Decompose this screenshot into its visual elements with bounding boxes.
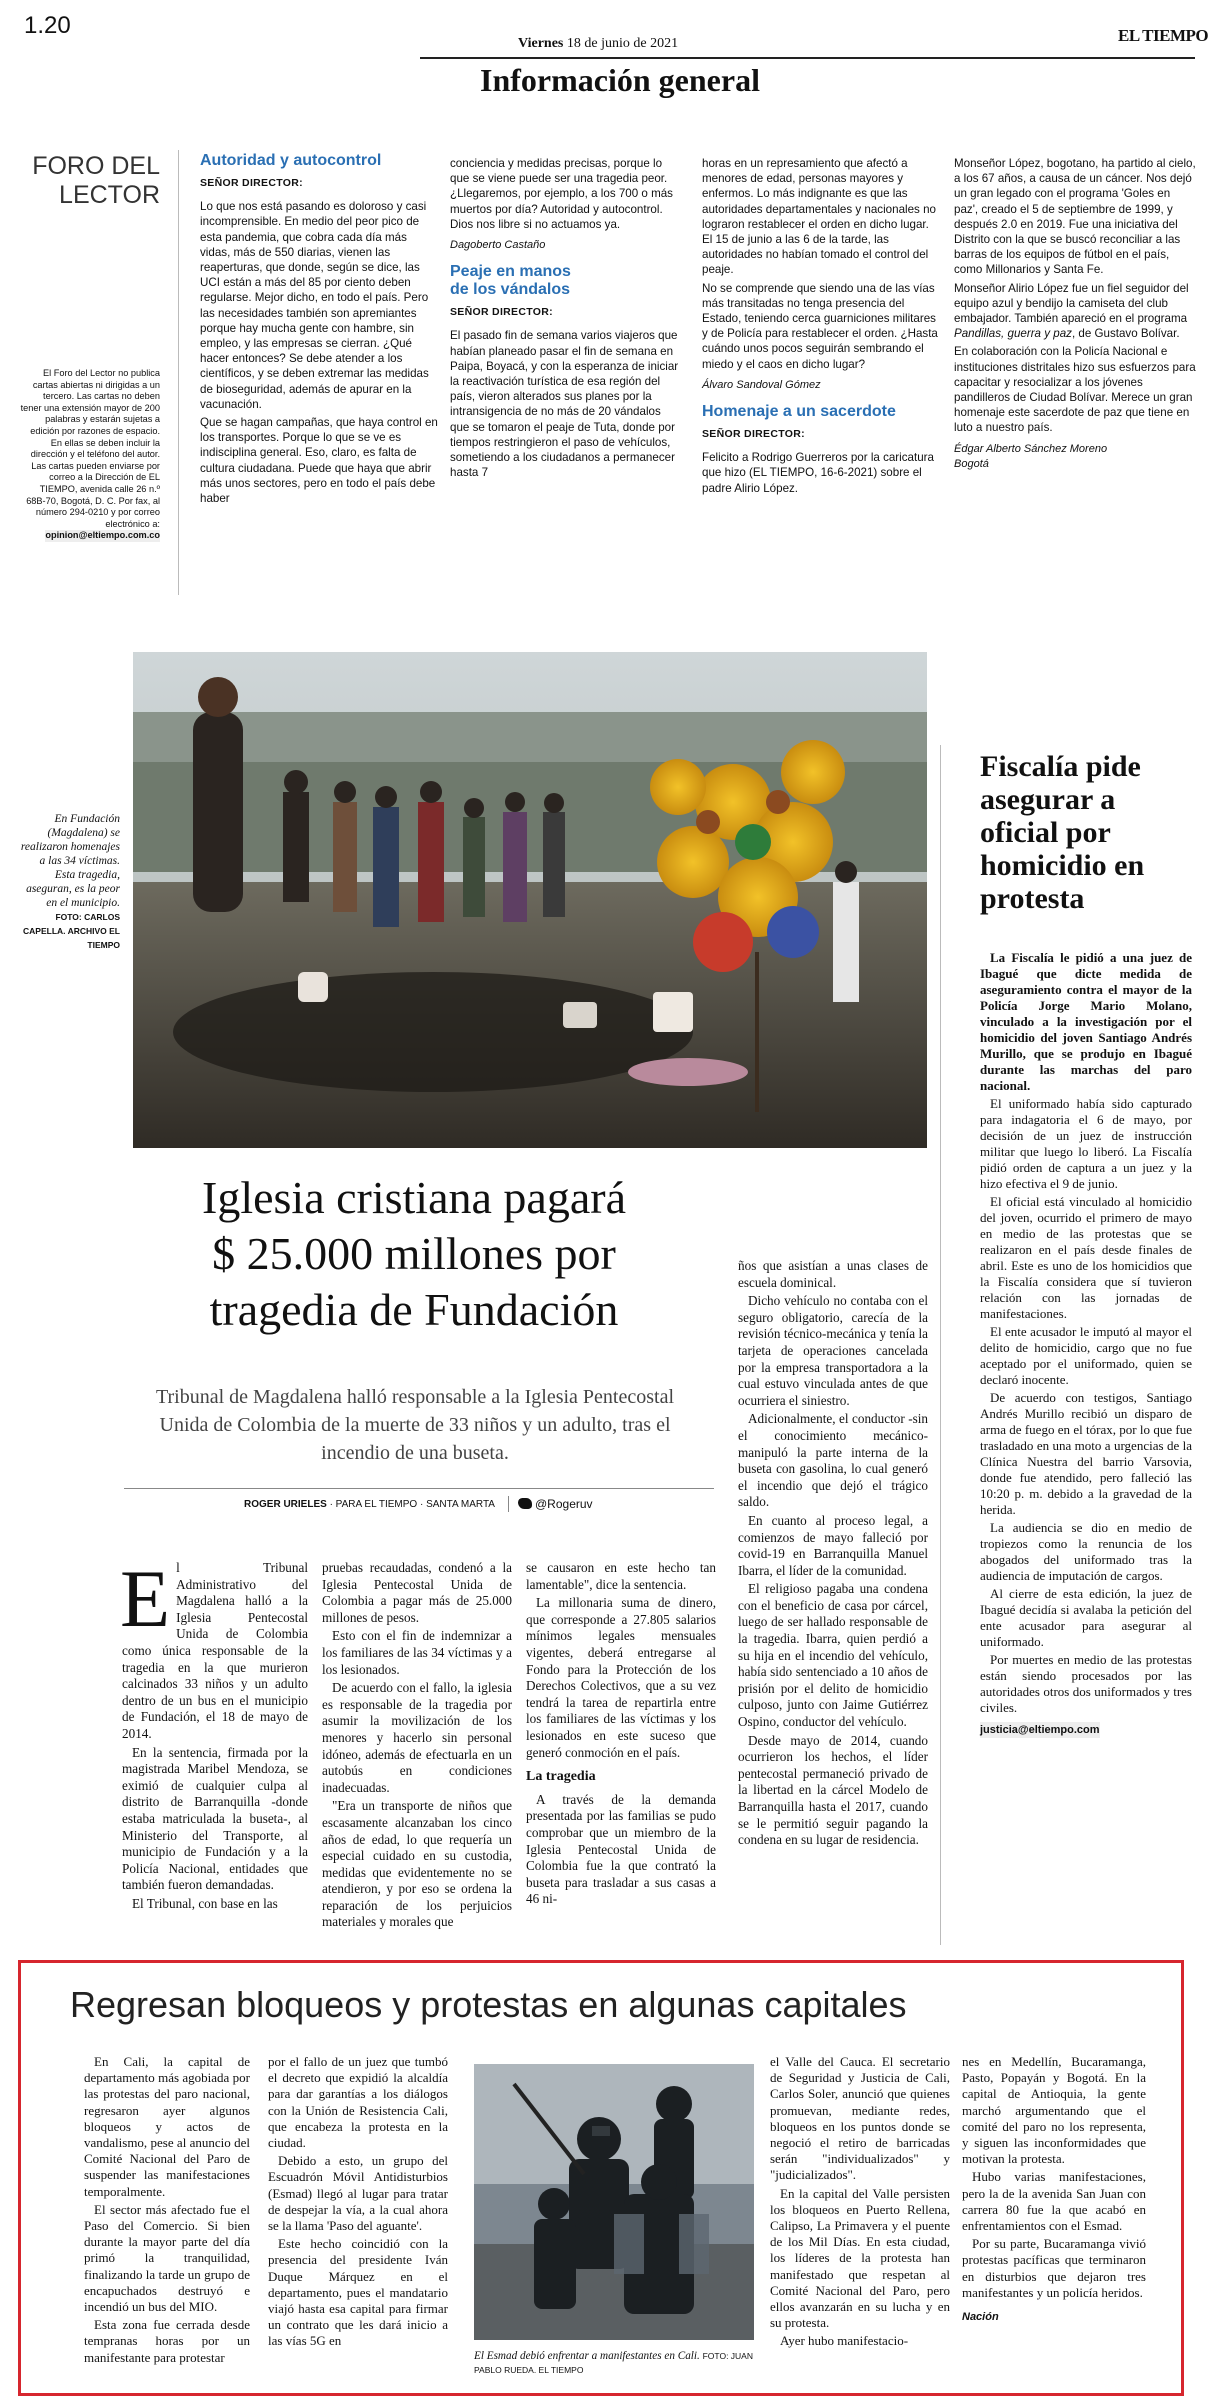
article-paragraph: Esta zona fue cerrada desde tempranas horas por un manifestante para protestar: [84, 2317, 250, 2365]
letter-heading: [450, 263, 682, 299]
box-column-3: [770, 2054, 950, 2352]
protest-photo-image: [474, 2064, 754, 2340]
foro-info: [20, 368, 160, 542]
foro-email[interactable]: opinion@eltiempo.com.co: [45, 530, 160, 541]
letter-paragraph: No se comprende que siendo una de las vías más transitadas no tenga presencia del Estado, teniendo cerca guarniciones militares y de Policía para restablecer el orden. ¿Hasta cuándo unos pocos seguirán sembrando el miedo y el caos en dicho lugar?: [702, 281, 938, 371]
foro-info-text: El Foro del Lector no publica cartas abiertas ni dirigidas a un tercero. Las cartas no deben tener una extensión mayor de 200 palabras y estarán sujetas a edición por razones de espacio. En ellas se deben incluir la dirección y el teléfono del autor. Las cartas pueden enviarse por correo a la Dirección de EL TIEMPO, avenida calle 26 n.º 68B-70, Bogotá, D. C. Por fax, al número 294-0210 y por correo electrónico a:: [20, 368, 160, 529]
article-paragraph: "Era un transporte de niños que escasamente alcanzaban los cinco años de edad, lo que requería un especial cuidado en su custodia, medidas que evidentemente no se atendieron, y por eso se ordena la reparación de los perjuicios materiales y morales que: [322, 1798, 512, 1930]
box-column-4: [962, 2054, 1146, 2325]
letter-heading: Homenaje a un sacerdote: [702, 403, 896, 421]
article-subhead: La tragedia: [526, 1769, 596, 1785]
letter-text: Monseñor Alirio López fue un fiel seguidor del equipo azul y bendijo la camiseta del club embajador. También apareció en el programa: [954, 281, 1189, 326]
letter-heading-line2: de los vándalos: [450, 281, 571, 299]
masthead-rule: [420, 57, 1195, 59]
main-headline-line3: tragedia de Fundación: [209, 1284, 619, 1335]
article-paragraph: El oficial está vinculado al homicidio del joven, ocurrido el primero de mayo en medio de las protestas que se realizaron en el país desde finales de abril. Este es uno de los homicidios que la Fiscalía considera que sí tuvieron relación con las jornadas de manifestaciones.: [980, 1194, 1192, 1321]
brand-logo: EL TIEMPO: [1118, 26, 1209, 45]
letter-salutation: SEÑOR DIRECTOR:: [702, 428, 805, 441]
article-paragraph: Ayer hubo manifestacio-: [780, 2333, 909, 2349]
article-paragraph: En cuanto al proceso legal, a comienzos de mayo falleció por covid-19 en Barranquilla Manuel Ibarra, el líder de la comunidad.: [738, 1512, 928, 1578]
letter-salutation: SEÑOR DIRECTOR:: [450, 306, 553, 319]
article-paragraph: Por muertes en medio de las protestas están siendo procesados por las autoridades otros dos uniformados y tres civiles.: [980, 1652, 1192, 1715]
article-paragraph: Este hecho coincidió con la presencia del presidente Iván Duque Márquez en el departamento, pues el mandatario viajó hasta esa capital para firmar un contrato que les dará inicio a las vías 5G en: [268, 2236, 448, 2349]
letter-column-1: [200, 152, 440, 509]
foro-title: [20, 152, 160, 210]
byline: [244, 1499, 495, 1510]
byline-location: · PARA EL TIEMPO · SANTA MARTA: [326, 1499, 495, 1510]
article-paragraph: En Cali, la capital de departamento más agobiada por las protestas del paro nacional, regresaron ayer algunos bloqueos y actos de vandalismo, pese al anuncio del Comité Nacional del Paro de suspender las manifestaciones temporalmente.: [84, 2054, 250, 2199]
article-paragraph: el Valle del Cauca. El secretario de Seguridad y Justicia de Cali, Carlos Soler, anunció que quienes promuevan, mediante redes, bloqueos en los puntos donde se negoció el retiro de barricadas serán "individualizados" y "judicializados".: [770, 2054, 950, 2183]
byline-rule: [124, 1488, 714, 1489]
side-story-body: [980, 950, 1192, 1738]
letter-paragraph: horas en un represamiento que afectó a menores de edad, personas mayores y enfermos. Lo más indignante es que las autoridades departamentales y nacionales no lograron restablecer el orden en dicho lugar. El 15 de junio a las 6 de la tarde, las autoridades no habían tomado el control del peaje.: [702, 157, 936, 277]
article-paragraph: Debido a esto, un grupo del Escuadrón Móvil Antidisturbios (Esmad) llegó al lugar para tratar de despejar la vía, a la cual ahora se la llama 'Paso del aguante'.: [268, 2153, 448, 2234]
box-column-1: [84, 2054, 250, 2368]
photo-caption-block: [20, 812, 120, 952]
letter-column-4: [954, 156, 1196, 472]
letter-paragraph: Felicito a Rodrigo Guerreros por la caricatura que hizo (EL TIEMPO, 16-6-2021) sobre el padre Alirio López.: [702, 451, 934, 495]
article-paragraph: El religioso pagaba una condena con el beneficio de casa por cárcel, luego de ser hallado responsable de la tragedia. Ibarra, quien perdió a su hija en el incendio del vehículo, había sido sentenciado a 10 años de prisión por el delito de homicidio culposo, junto con Jaime Gutiérrez Ospino, conductor del vehículo.: [738, 1581, 928, 1730]
main-headline-line1: Iglesia cristiana pagará: [202, 1172, 626, 1223]
article-paragraph: El Tribunal, con base en las: [132, 1895, 278, 1911]
article-paragraph: La millonaria suma de dinero, que corresponde a 27.805 salarios mínimos legales mensuales vigentes, deberá entregarse al Fondo para la Protección de los Derechos Colectivos, que a su vez tendrá la tarea de repartirla entre los familiares de las víctimas y los lesionados en este suceso que generó conmoción en el país.: [526, 1595, 716, 1760]
foro-divider: [178, 150, 179, 595]
photo-divider: [940, 745, 941, 1945]
article-paragraph: Por su parte, Bucaramanga vivió protestas pacíficas que terminaron en disturbios que dejaron tres manifestantes y un policía heridos.: [962, 2236, 1146, 2300]
article-paragraph: por el fallo de un juez que tumbó el decreto que expidió la alcaldía para dar garantías a los diálogos con la Unión de Resistencia Cali, que encabeza la protesta en la ciudad.: [268, 2054, 448, 2151]
article-paragraph: El sector más afectado fue el Paso del Comercio. Si bien durante la mayor parte del día primó la tranquilidad, finalizando la tarde un grupo de encapuchados destruyó e incendió un bus del MIO.: [84, 2201, 250, 2315]
box-signoff: Nación: [962, 2311, 999, 2324]
program-title: Pandillas, guerra y paz: [954, 327, 1072, 341]
letter-paragraph: [954, 281, 1196, 342]
letter-salutation: SEÑOR DIRECTOR:: [200, 177, 303, 189]
main-column-2: [322, 1560, 512, 1933]
memorial-photo: [133, 652, 927, 1148]
article-paragraph: Dicho vehículo no contaba con el seguro obligatorio, carecía de la revisión técnico-mecánica y tenía la tarjeta de operaciones cancelada por la empresa transportadora a la cual estuvo vinculada antes de que ocurriera el siniestro.: [738, 1293, 928, 1408]
main-headline-line2: $ 25.000 millones por: [212, 1228, 616, 1279]
article-paragraph: Al cierre de esta edición, la juez de Ibagué decidía si avalaba la petición del ente acusador para asegurar al uniformado.: [980, 1586, 1192, 1649]
article-paragraph: La audiencia se dio en medio de tropiezos como la renuncia de los abogados del uniformado tras la audiencia de imputación de cargos.: [980, 1520, 1192, 1583]
article-paragraph: pruebas recaudadas, condenó a la Iglesia Pentecostal Unida de Colombia a pagar más de 25.000 millones de pesos.: [322, 1560, 512, 1625]
letter-text: , de Gustavo Bolívar.: [1071, 327, 1180, 341]
photo-caption: En Fundación (Magdalena) se realizaron homenajes a las 34 víctimas. Esta tragedia, aseguran, es la peor en el municipio.: [20, 813, 120, 909]
issue-date-rest: 18 de junio de 2021: [566, 36, 679, 51]
article-paragraph: l Tribunal Administrativo del Magdalena halló a la Iglesia Pentecostal Unida de Colombia como única responsable de la tragedia en la que murieron calcinados 33 niños y un adulto dentro de un bus en el municipio de Fundación, el 18 de mayo de 2014.: [122, 1560, 308, 1741]
letter-paragraph: Que se hagan campañas, que haya control en los transportes. Porque lo que se ve es indisciplina general. Eso, claro, es falta de cultura ciudadana. Puede que haya que abrir más unos sectores, pero en todo el país debe haber: [200, 416, 438, 506]
article-paragraph: La Fiscalía le pidió a una juez de Ibagué que dicte medida de aseguramiento contra el mayor de la Policía Jorge Mario Molano, vinculado a la investigación por el homicidio del joven Santiago Andrés Murillo, que se produjo en Ibagué durante las marchas del paro nacional.: [980, 950, 1192, 1093]
article-paragraph: A través de la demanda presentada por las familias se pudo comprobar que un miembro de la Iglesia Pentecostal Unida de Colombia fue la que contrató la buseta para trasladar a sus casas a 46 ni-: [526, 1791, 716, 1907]
twitter-handle[interactable]: [518, 1497, 593, 1511]
article-paragraph: Adicionalmente, el conductor -sin el conocimiento mecánico- manipuló la parte interna de la buseta con gasolina, lo cual generó el incendio que dejó el trágico saldo.: [738, 1411, 928, 1510]
article-paragraph: El ente acusador le imputó al mayor el delito de homicidio, cargo que no fue aceptado por el uniformado, quien se declaró inocente.: [980, 1324, 1192, 1387]
article-paragraph: nes en Medellín, Bucaramanga, Pasto, Popayán y Bogotá. En la capital de Antioquia, la gente marchó argumentando que el comité del paro no los representa, y siguen las inconformidades que motivan la protesta.: [962, 2054, 1146, 2167]
article-paragraph: En la capital del Valle persisten los bloqueos en Puerto Rellena, Calipso, La Primavera y el puente de los Mil Días. En esta ciudad, los líderes de la protesta han manifestado que respetan al Comité Nacional del Paro, pero ellos avanzarán en su lucha y en su protesta.: [770, 2185, 950, 2331]
photo-caption-block: [474, 2349, 754, 2377]
twitter-handle-text: @Rogeruv: [535, 1497, 593, 1511]
page-number: 1.20: [24, 12, 71, 39]
letter-column-2: [450, 156, 682, 483]
box-column-2: [268, 2054, 448, 2352]
issue-date: [518, 36, 678, 52]
foro-title-line1: FORO DEL: [32, 152, 160, 180]
foro-title-line2: LECTOR: [59, 181, 160, 209]
letter-paragraph: Lo que nos está pasando es doloroso y casi incomprensible. En medio del peor pico de esta pandemia, que cobra cada día más vidas, más de 550 diarias, vienen las reaperturas, que donde, según se dice, las UCI están a más del 85 por ciento deben regularse. Mejor dicho, en todo el país. Pero las necesidades también son apremiantes porque hay mucha gente con hambre, sin empleo, y las empresas se cierran. ¿Qué hacer entonces? Se debe atender a los científicos, y se deben extremar las medidas de bioseguridad, además de apurar en la vacunación.: [200, 200, 429, 411]
main-column-3: [526, 1560, 716, 1910]
letter-paragraph: Monseñor López, bogotano, ha partido al cielo, a los 67 años, a causa de un cáncer. Nos dejó un gran legado con el programa 'Goles en paz', creado el 5 de septiembre de 1999, y después 2.0 en 2019. Fue una iniciativa del Distrito con la que se buscó reconciliar a las barras de los equipos de fútbol en el país, como Millonarios y Santa Fe.: [954, 157, 1196, 277]
article-paragraph: De acuerdo con el fallo, la iglesia es responsable de la tragedia por asumir la movilización de los menores y hacerlo sin personal idóneo, además de efectuarla en un autobús en condiciones inadecuadas.: [322, 1680, 512, 1795]
letter-signature: [954, 442, 1196, 472]
article-paragraph: Hubo varias manifestaciones, pero la de la avenida San Juan con carrera 80 fue la que acabó en enfrentamientos con el Esmad.: [962, 2169, 1146, 2234]
letter-paragraph: El pasado fin de semana varios viajeros que habían planeado pasar el fin de semana en Paipa, Boyacá, y con la esperanza de iniciar la reactivación turística de esa región del país, vieron alterados sus planes por la intransigencia de no más de 20 vándalos que se tomaron el peaje de Tuta, donde por tiempos restringieron el paso de vehículos, sometiendo a los ciudadanos a permanecer hasta 7: [450, 329, 679, 480]
box-headline: Regresan bloqueos y protestas en algunas capitales: [70, 1984, 907, 2025]
article-paragraph: El uniformado había sido capturado para indagatoria el 6 de mayo, por decisión de un juez de instrucción militar que luego lo liberó. La Fiscalía pidió orden de captura a un juez y la hizo efectiva el 9 de junio.: [980, 1096, 1192, 1191]
main-deck: Tribunal de Magdalena halló responsable a la Iglesia Pentecostal Unida de Colombia de la muerte de 33 niños y un adulto, tras el incendio de una buseta.: [156, 1386, 674, 1464]
twitter-bird-icon: [518, 1498, 532, 1509]
letter-heading: Autoridad y autocontrol: [200, 152, 382, 169]
issue-day: Viernes: [518, 36, 564, 51]
letter-signature: Dagoberto Castaño: [450, 239, 546, 252]
photo-credit: FOTO: JUAN PABLO RUEDA. EL TIEMPO: [474, 2351, 753, 2375]
article-paragraph: se causaron en este hecho tan lamentable", dice la sentencia.: [526, 1560, 716, 1592]
dropcap: E: [120, 1553, 171, 1644]
article-paragraph: Desde mayo de 2014, cuando ocurrieron los hechos, el líder pentecostal permaneció privado de la libertad en la cárcel Modelo de Barranquilla hasta el 2017, cuando se le permitió seguir pagando la condena en su lugar de residencia.: [738, 1732, 928, 1848]
letter-heading-line1: Peaje en manos: [450, 263, 571, 281]
letter-signature-city: Bogotá: [954, 457, 989, 470]
main-column-4: [738, 1258, 928, 1851]
article-paragraph: En la sentencia, firmada por la magistrada Maribel Mendoza, se eximió de cualquier culpa al distrito de Barranquilla -donde estaba matriculada la buseta-, al Ministerio del Transporte, al municipio de Fundación y a la Policía Nacional, entidades que también fueron demandadas.: [122, 1744, 308, 1893]
article-paragraph: ños que asistían a unas clases de escuela dominical.: [738, 1258, 928, 1290]
memorial-photo-image: [133, 652, 927, 1148]
main-column-1: [120, 1553, 308, 1914]
byline-author: ROGER URIELES: [244, 1499, 327, 1510]
side-headline: Fiscalía pide asegurar a oficial por homicidio en protesta: [980, 750, 1145, 915]
letter-signature-name: Édgar Alberto Sánchez Moreno: [954, 442, 1108, 455]
letter-paragraph: En colaboración con la Policía Nacional e instituciones distritales hizo sus esfuerzos para capacitar y resocializar a los jóvenes pandilleros de Ciudad Bolívar. Merece un gran homenaje este sacerdote de paz que tiene en luto a nuestro país.: [954, 345, 1196, 435]
photo-credit: FOTO: CARLOS CAPELLA. ARCHIVO EL TIEMPO: [23, 912, 120, 950]
article-paragraph: De acuerdo con testigos, Santiago Andrés Murillo recibió un disparo de arma de fuego en el tórax, por lo que fue trasladado en una moto a urgencias de la Clínica Nuestra del barrio Varsovia, donde fue atendido, pero falleció las 10:20 p. m. debido a la gravedad de la herida.: [980, 1390, 1192, 1517]
photo-caption: El Esmad debió enfrentar a manifestantes en Cali.: [474, 2350, 700, 2362]
main-headline: [118, 1170, 710, 1338]
side-story-email[interactable]: justicia@eltiempo.com: [980, 1724, 1100, 1736]
letter-signature: Álvaro Sandoval Gómez: [702, 378, 821, 391]
section-title: Información general: [480, 62, 760, 98]
article-paragraph: Esto con el fin de indemnizar a los familiares de las 34 víctimas y a los lesionados.: [322, 1628, 512, 1677]
protest-photo: [474, 2064, 754, 2382]
byline-separator: [508, 1496, 509, 1512]
letter-column-3: [702, 156, 940, 499]
letter-paragraph: conciencia y medidas precisas, porque lo que se viene puede ser una tragedia peor. ¿Llegaremos, por ejemplo, a los 700 o más muertos por día? Autoridad y autocontrol. Dios nos libre si no actuamos ya.: [450, 157, 673, 231]
